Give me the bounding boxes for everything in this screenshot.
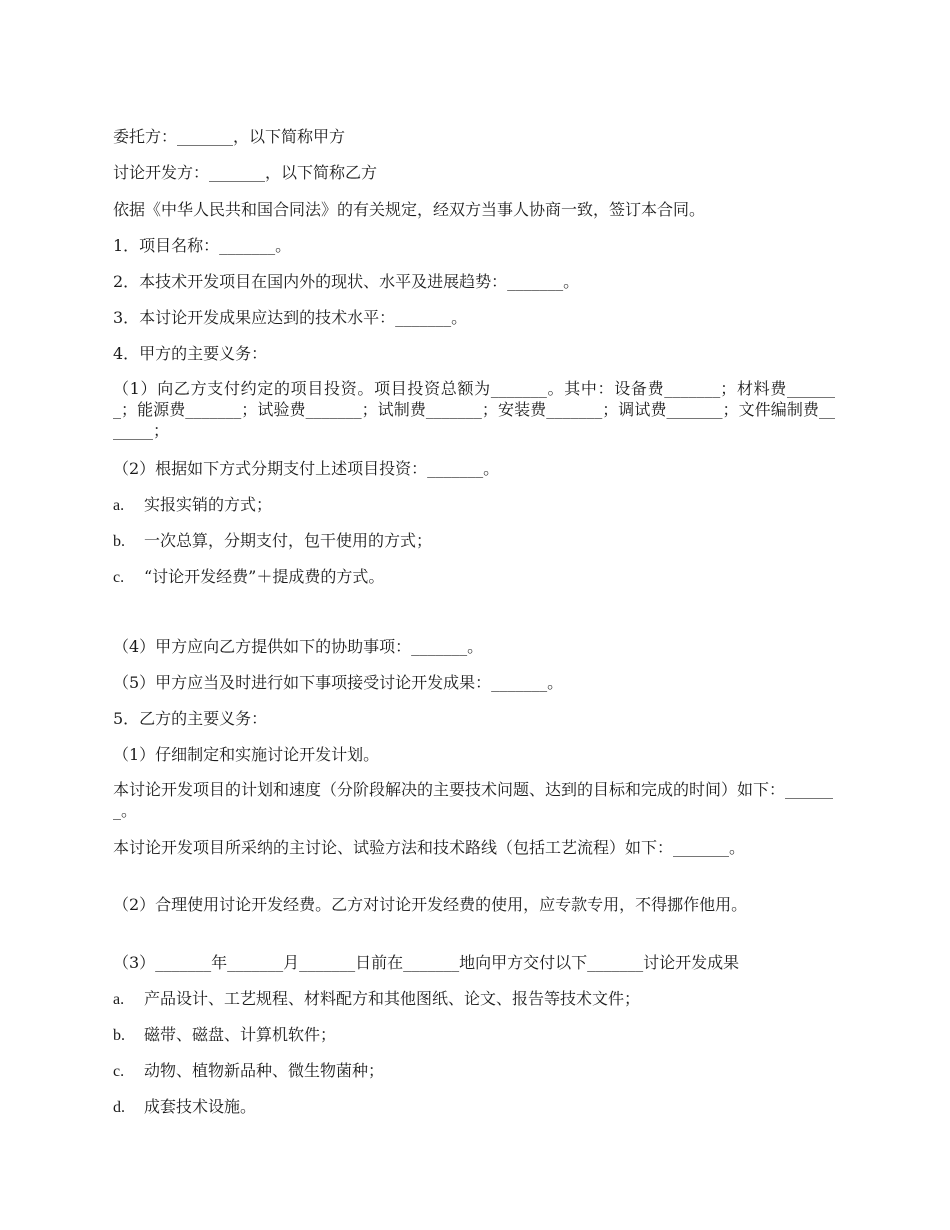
section-4-option-b — [113, 530, 835, 552]
list-text: 动物、植物新品种、微生物菌种； — [144, 1061, 385, 1080]
section-5-deliverable-a — [113, 988, 835, 1010]
section-5-item-3: （3）_______年_______月_______日前在_______地向甲方交付以下_______讨论开发成果 — [113, 953, 740, 972]
list-marker: c. — [113, 1063, 125, 1080]
section-1-project-name: 1．项目名称：_______。 — [113, 236, 292, 255]
section-5-heading: 5．乙方的主要义务： — [113, 709, 268, 728]
section-4-option-c — [113, 566, 835, 588]
list-marker: c. — [113, 569, 125, 586]
section-4-item-5: （5）甲方应当及时进行如下事项接受讨论开发成果：_______。 — [113, 673, 564, 692]
preamble-paragraph: 依据《中华人民共和国合同法》的有关规定，经双方当事人协商一致，签订本合同。 — [113, 200, 706, 219]
section-5-deliverable-d — [113, 1096, 835, 1118]
list-text: 一次总算，分期支付，包干使用的方式； — [144, 531, 433, 550]
list-text: 产品设计、工艺规程、材料配方和其他图纸、论文、报告等技术文件； — [144, 989, 641, 1008]
section-5-plan-paragraph: 本讨论开发项目的计划和速度（分阶段解决的主要技术问题、达到的目标和完成的时间）如下：_______。 — [113, 780, 834, 820]
list-text: 实报实销的方式； — [144, 495, 273, 514]
list-text: “讨论开发经费”＋提成费的方式。 — [144, 567, 385, 586]
list-text: 成套技术设施。 — [144, 1097, 257, 1116]
section-5-deliverable-c — [113, 1060, 835, 1082]
section-4-option-a — [113, 494, 835, 516]
party-a-line: 委托方：_______，以下简称甲方 — [113, 127, 346, 146]
section-3-tech-level: 3．本讨论开发成果应达到的技术水平：_______。 — [113, 308, 468, 327]
party-b-line: 讨论开发方：_______，以下简称乙方 — [113, 163, 378, 182]
section-5-deliverable-b — [113, 1024, 835, 1046]
list-marker: b. — [113, 1027, 125, 1044]
list-text: 磁带、磁盘、计算机软件； — [144, 1025, 337, 1044]
section-4-heading: 4．甲方的主要义务： — [113, 344, 268, 363]
section-5-item-1: （1）仔细制定和实施讨论开发计划。 — [113, 745, 380, 764]
section-5-item-2: （2）合理使用讨论开发经费。乙方对讨论开发经费的使用，应专款专用，不得挪作他用。 — [113, 895, 748, 914]
section-5-method-paragraph: 本讨论开发项目所采纳的主讨论、试验方法和技术路线（包括工艺流程）如下：_______。 — [113, 838, 746, 857]
list-marker: b. — [113, 533, 125, 550]
section-4-item-4: （4）甲方应向乙方提供如下的协助事项：_______。 — [113, 637, 484, 656]
list-marker: a. — [113, 497, 125, 514]
list-marker: a. — [113, 991, 125, 1008]
section-4-item-1: （1）向乙方支付约定的项目投资。项目投资总额为_______。其中：设备费_______；材料费_______；能源费_______；试验费_______；试制费_______；安装费_______；调试费_______；文件编制费_______； — [113, 379, 835, 440]
section-2-status: 2．本技术开发项目在国内外的现状、水平及进展趋势：_______。 — [113, 272, 580, 291]
list-marker: d. — [113, 1099, 125, 1116]
section-4-item-2: （2）根据如下方式分期支付上述项目投资：_______。 — [113, 459, 500, 478]
